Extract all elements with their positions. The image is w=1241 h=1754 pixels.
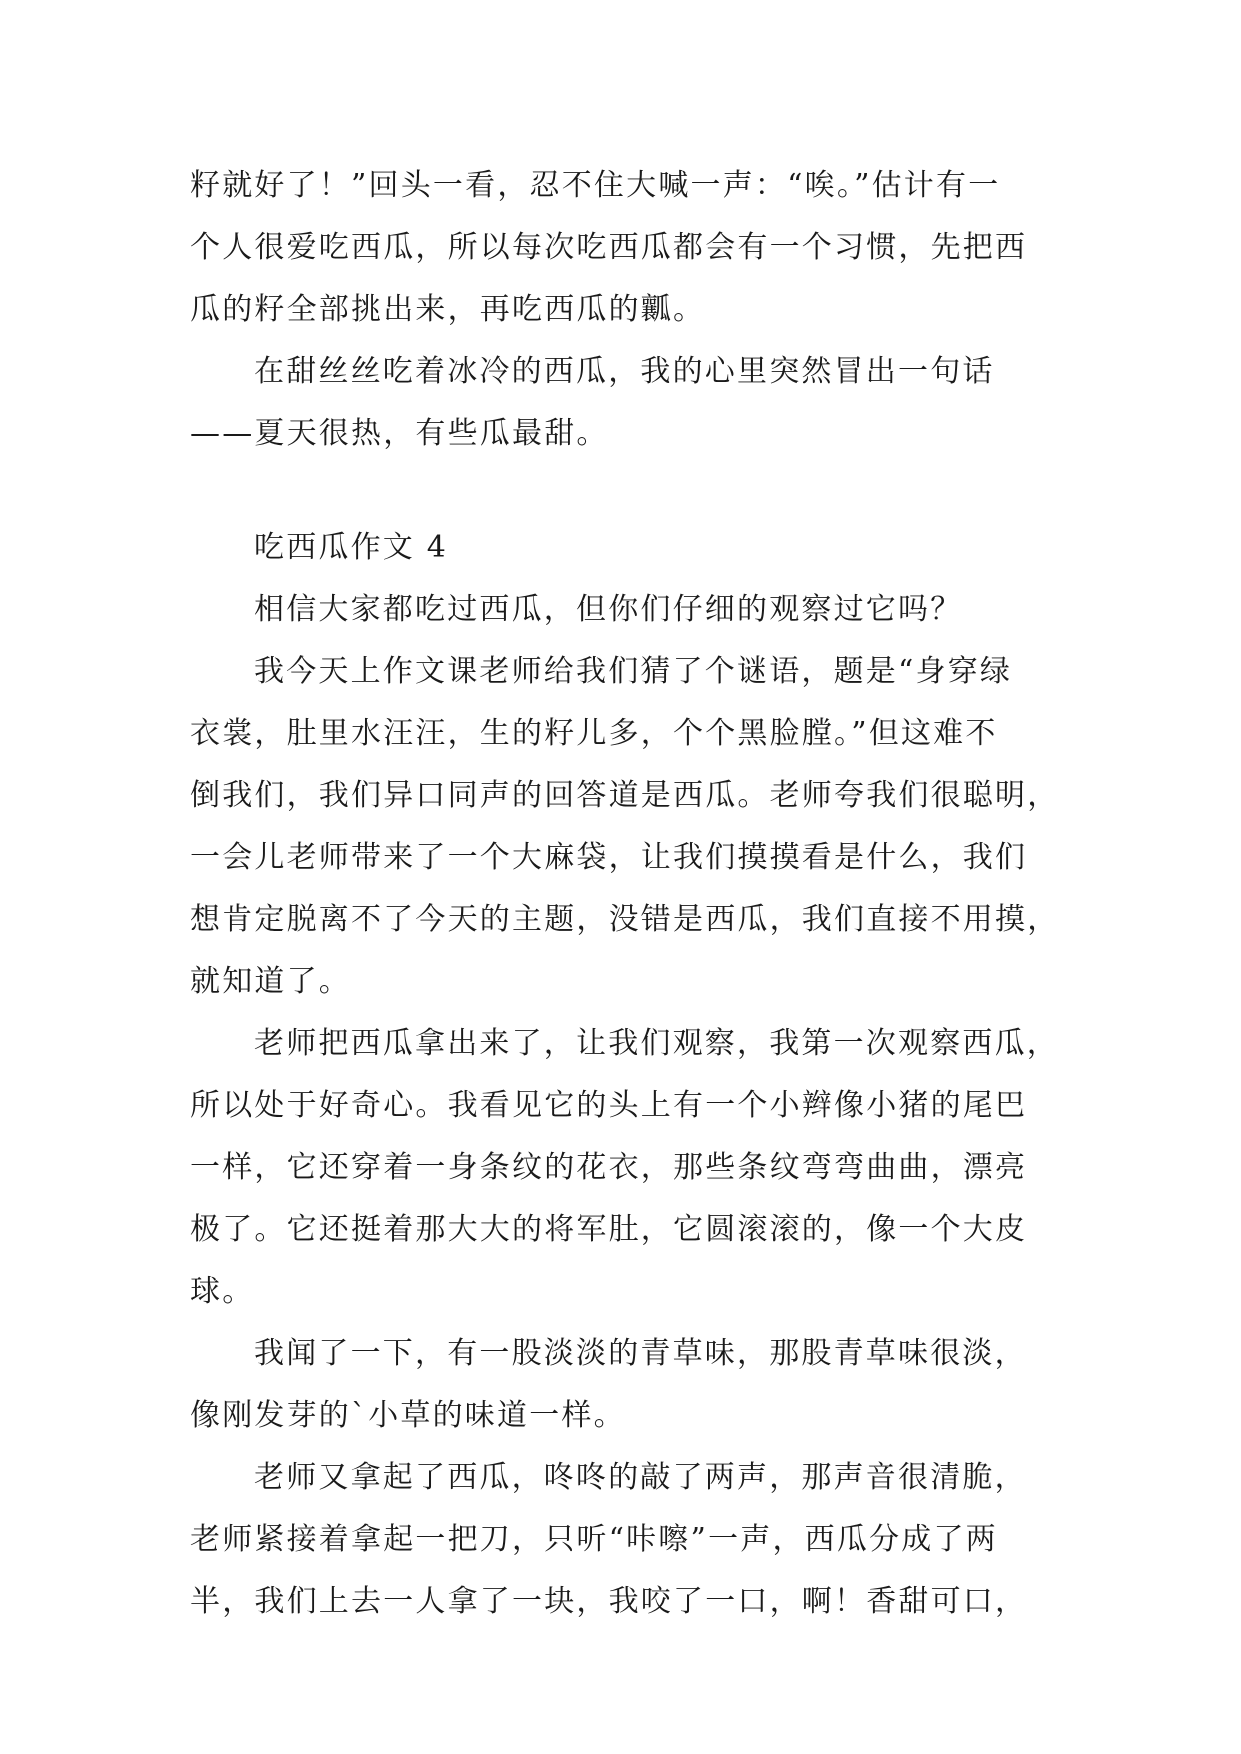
text-line: 极了。它还挺着那大大的将军肚，它圆滚滚的，像一个大皮 — [190, 1212, 1028, 1247]
text-line: 我闻了一下，有一股淡淡的青草味，那股青草味很淡， — [254, 1336, 1027, 1371]
essay-heading: 吃西瓜作文 4 — [254, 530, 449, 565]
text-line: 在甜丝丝吃着冰冷的西瓜，我的心里突然冒出一句话 — [254, 354, 995, 389]
text-line: 倒我们，我们异口同声的回答道是西瓜。老师夸我们很聪明， — [190, 778, 1060, 813]
paragraph — [190, 341, 1050, 465]
text-line: 我今天上作文课老师给我们猜了个谜语，题是“身穿绿 — [254, 654, 1013, 689]
text-line: 衣裳，肚里水汪汪，生的籽儿多，个个黑脸膛。”但这难不 — [190, 716, 998, 751]
text-line: 个人很爱吃西瓜，所以每次吃西瓜都会有一个习惯，先把西 — [190, 230, 1028, 265]
section-gap — [190, 465, 1050, 517]
text-line: 一样，它还穿着一身条纹的花衣，那些条纹弯弯曲曲，漂亮 — [190, 1150, 1028, 1185]
text-line: 所以处于好奇心。我看见它的头上有一个小辫像小猪的尾巴 — [190, 1088, 1028, 1123]
paragraph — [190, 1323, 1050, 1447]
paragraph — [190, 641, 1060, 1013]
text-line: 半，我们上去一人拿了一块，我咬了一口，啊！香甜可口， — [190, 1584, 1028, 1619]
text-line: 籽就好了！”回头一看，忍不住大喊一声：“唉。”估计有一 — [190, 168, 1001, 203]
document-body — [190, 155, 1060, 1633]
text-line: 老师又拿起了西瓜，咚咚的敲了两声，那声音很清脆， — [254, 1460, 1027, 1495]
text-line: 球。 — [190, 1274, 255, 1309]
text-line: 老师紧接着拿起一把刀，只听“咔嚓”一声，西瓜分成了两 — [190, 1522, 998, 1557]
text-line: 就知道了。 — [190, 964, 351, 999]
paragraph — [190, 1013, 1059, 1323]
text-line: ——夏天很热，有些瓜最甜。 — [190, 416, 609, 451]
text-line: 想肯定脱离不了今天的主题，没错是西瓜，我们直接不用摸， — [190, 902, 1060, 937]
text-line: 一会儿老师带来了一个大麻袋，让我们摸摸看是什么，我们 — [190, 840, 1028, 875]
text-line: 像刚发芽的`小草的味道一样。 — [190, 1398, 626, 1433]
paragraph — [190, 1447, 1050, 1633]
paragraph — [190, 155, 1050, 341]
text-line: 瓜的籽全部挑出来，再吃西瓜的瓤。 — [190, 292, 706, 327]
text-line: 老师把西瓜拿出来了，让我们观察，我第一次观察西瓜， — [254, 1026, 1059, 1061]
paragraph — [190, 579, 1050, 641]
text-line: 相信大家都吃过西瓜，但你们仔细的观察过它吗？ — [254, 592, 963, 627]
